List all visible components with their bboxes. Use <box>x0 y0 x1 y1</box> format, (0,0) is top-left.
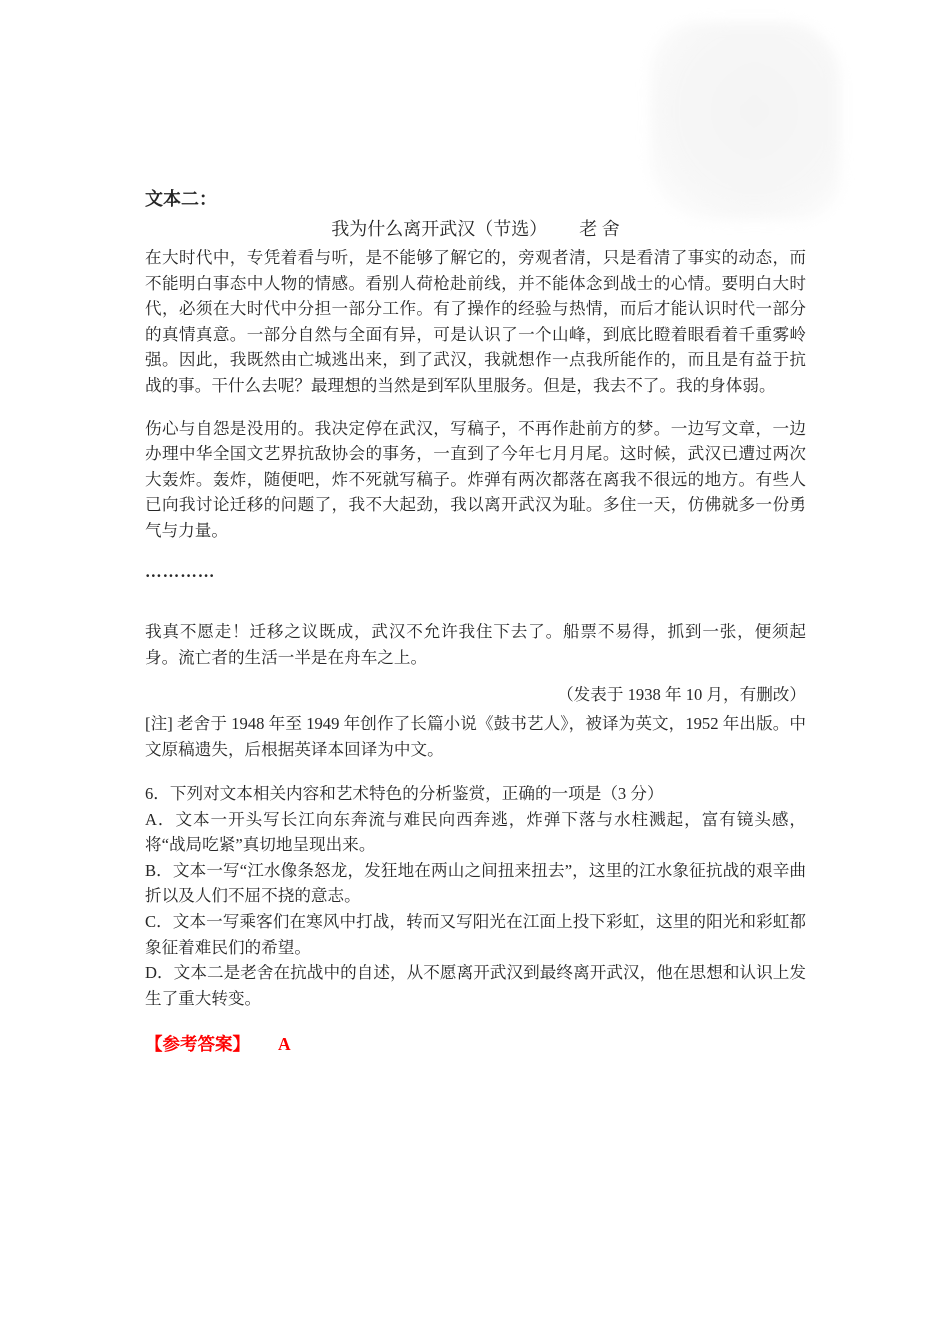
author-name: 老 舍 <box>579 219 620 239</box>
answer-value: A <box>278 1034 291 1055</box>
section-label: 文本二： <box>145 189 217 209</box>
document-content <box>145 187 806 1057</box>
ellipsis-separator: ………… <box>145 561 216 581</box>
question-6-block <box>145 781 806 1011</box>
title-line <box>145 216 806 242</box>
body-paragraph-1: 在大时代中，专凭着看与听，是不能够了解它的，旁观者清，只是看清了事实的动态，而不能明白事态中人物的情感。看别人荷枪赴前线，并不能体念到战士的心情。要明白大时代，必须在大时代中分担一部分工作。有了操作的经验与热情，而后才能认识时代一部分的真情真意。一部分自然与全面有异，可是认识了一个山峰，到底比瞪着眼看着千重雾岭强。因此，我既然由亡城逃出来，到了武汉，我就想作一点我所能作的，而且是有益于抗战的事。干什么去呢？最理想的当然是到军队里服务。但是，我去不了。我的身体弱。 <box>145 248 806 395</box>
body-paragraph-3: 我真不愿走！迁移之议既成，武汉不允许我住下去了。船票不易得，抓到一张，便须起身。流亡者的生活一半是在舟车之上。 <box>145 622 806 667</box>
reference-answer-line <box>145 1031 806 1057</box>
question-6-option-c: C．文本一写乘客们在寒风中打战，转而又写阳光在江面上投下彩虹，这里的阳光和彩虹都象征着难民们的希望。 <box>145 912 806 957</box>
question-6-option-d: D．文本二是老舍在抗战中的自述，从不愿离开武汉到最终离开武汉，他在思想和认识上发生了重大转变。 <box>145 963 806 1008</box>
document-title: 我为什么离开武汉（节选） <box>331 219 548 239</box>
question-6-stem: 6．下列对文本相关内容和艺术特色的分析鉴赏，正确的一项是（3 分） <box>145 784 664 804</box>
answer-label: 【参考答案】 <box>145 1034 250 1055</box>
body-paragraph-2: 伤心与自怨是没用的。我决定停在武汉，写稿子，不再作赴前方的梦。一边写文章，一边办理中华全国文艺界抗敌协会的事务，一直到了今年七月月尾。这时候，武汉已遭过两次大轰炸。轰炸，随便吧，炸不死就写稿子。炸弹有两次都落在离我不很远的地方。有些人已向我讨论迁移的问题了，我不大起劲，我以离开武汉为耻。多住一天，仿佛就多一份勇气与力量。 <box>145 418 806 540</box>
publication-note: （发表于 1938 年 10 月，有删改） <box>557 685 806 705</box>
question-6-option-b: B．文本一写“江水像条怒龙，发狂地在两山之间扭来扭去”，这里的江水象征抗战的艰辛曲折以及人们不屈不挠的意志。 <box>145 860 806 906</box>
footnote: [注] 老舍于 1948 年至 1949 年创作了长篇小说《鼓书艺人》，被译为英文，1952 年出版。中文原稿遗失，后根据英译本回译为中文。 <box>145 713 806 759</box>
question-6-option-a: A．文本一开头写长江向东奔流与难民向西奔逃，炸弹下落与水柱溅起，富有镜头感，将“战局吃紧”真切地呈现出来。 <box>145 809 806 855</box>
